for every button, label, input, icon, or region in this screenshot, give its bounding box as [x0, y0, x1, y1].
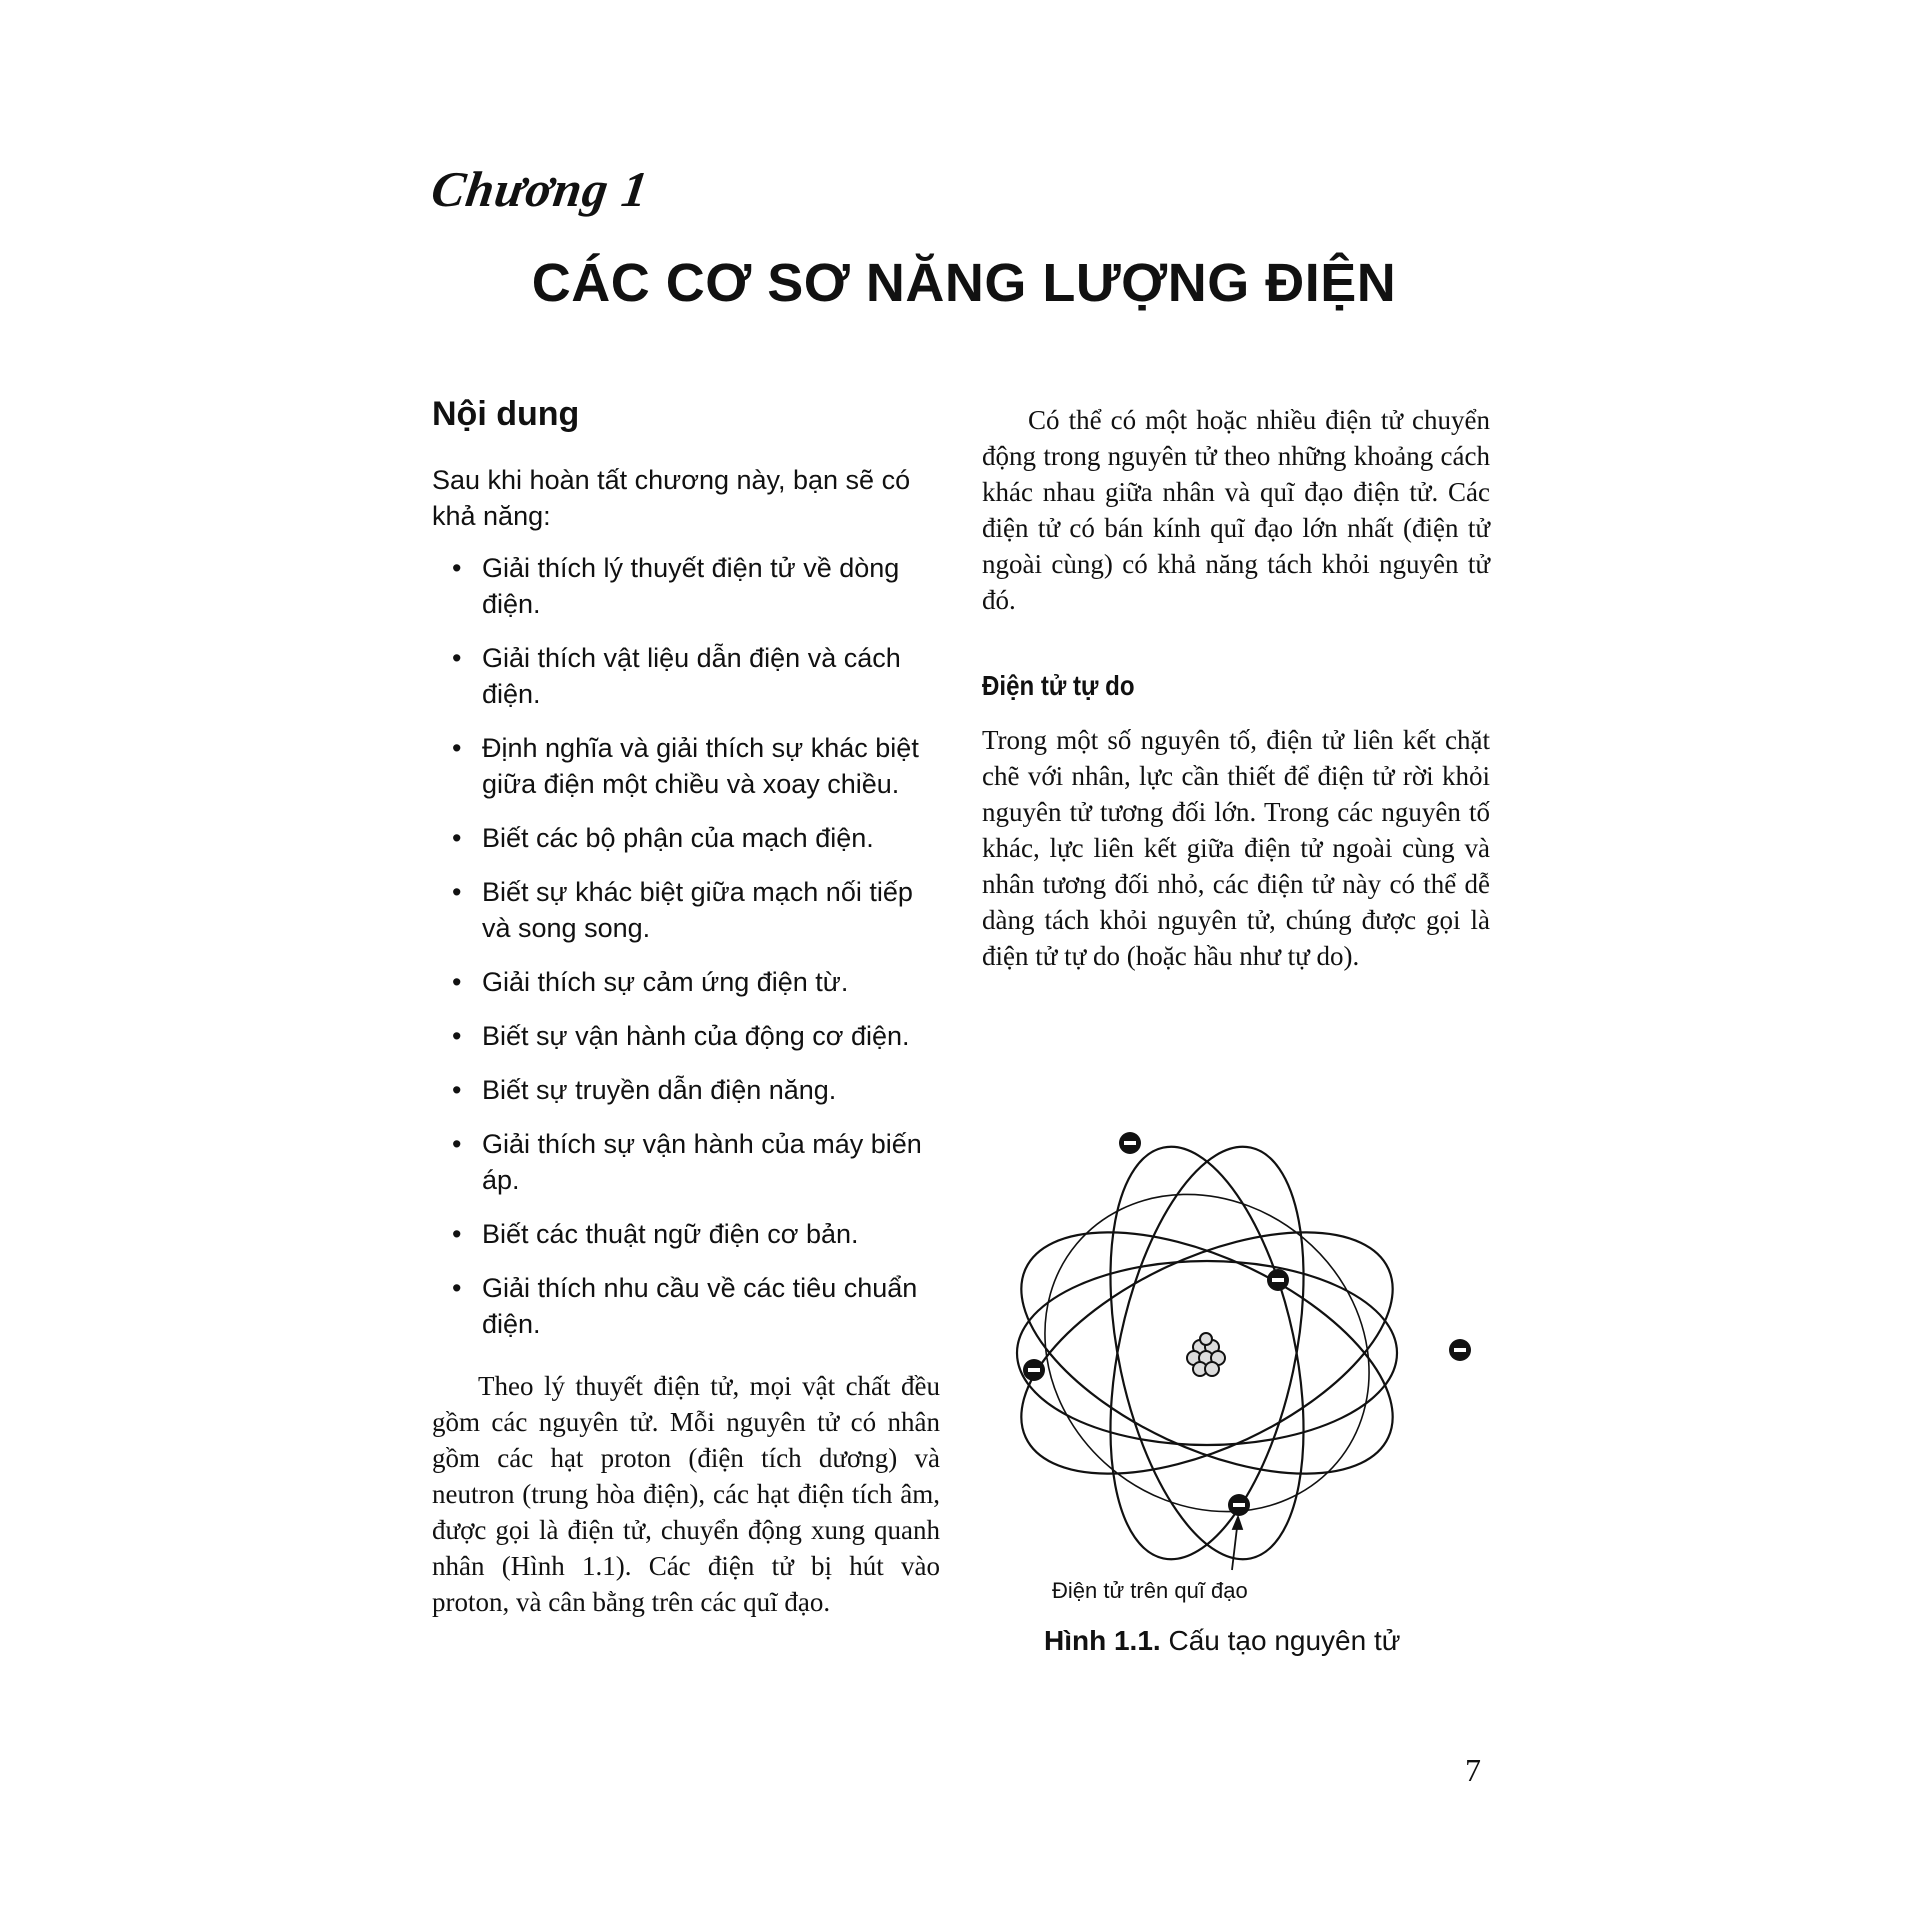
- nucleus-icon: [1187, 1333, 1225, 1376]
- list-item: • Giải thích vật liệu dẫn điện và cách điện.: [432, 640, 940, 712]
- objectives-list: [432, 550, 940, 1342]
- electron-icon: [1023, 1359, 1045, 1381]
- free-electron-heading: Điện tử tự do: [982, 670, 1135, 701]
- theory-paragraph: Theo lý thuyết điện tử, mọi vật chất đều gồm các nguyên tử. Mỗi nguyên tử có nhân gồm các hạt proton (điện tích dương) và neutron (trung hòa điện), các hạt điện tích âm, được gọi là điện tử, chuyển động xung quanh nhân (Hình 1.1). Các điện tử bị hút vào proton, và cân bằng trên các quĩ đạo.: [432, 1371, 940, 1617]
- pointer-arrow-icon: [1232, 1517, 1242, 1570]
- bullet-icon: •: [452, 733, 462, 763]
- list-item: • Giải thích sự vận hành của máy biến áp.: [432, 1126, 940, 1198]
- bullet-icon: •: [452, 967, 462, 997]
- list-item: • Biết các bộ phận của mạch điện.: [432, 820, 940, 856]
- right-column: [982, 402, 1490, 974]
- list-item: • Giải thích nhu cầu về các tiêu chuẩn điện.: [432, 1270, 940, 1342]
- bullet-icon: •: [452, 553, 462, 583]
- bullet-icon: •: [452, 823, 462, 853]
- list-item: • Định nghĩa và giải thích sự khác biệt giữa điện một chiều và xoay chiều.: [432, 730, 940, 802]
- orbit-label: Điện tử trên quĩ đạo: [1052, 1578, 1248, 1603]
- bullet-icon: •: [452, 1021, 462, 1051]
- electron-icon: [1449, 1339, 1471, 1361]
- electron-icon: [1228, 1494, 1250, 1516]
- bullet-icon: •: [452, 1219, 462, 1249]
- caption-text: Cấu tạo nguyên tử: [1168, 1625, 1401, 1656]
- electron-paragraph: Có thể có một hoặc nhiều điện tử chuyển động trong nguyên tử theo những khoảng cách khác nhau giữa nhân và quĩ đạo điện tử. Các điện tử có bán kính quĩ đạo lớn nhất (điện tử ngoài cùng) có khả năng tách khỏi nguyên tử đó.: [982, 405, 1490, 615]
- chapter-label: Chương 1: [428, 161, 653, 217]
- bullet-icon: •: [452, 643, 462, 673]
- list-item: • Biết các thuật ngữ điện cơ bản.: [432, 1216, 940, 1252]
- bullet-icon: •: [452, 1273, 462, 1303]
- atom-diagram: [982, 1115, 1502, 1635]
- electron-icon: [1267, 1269, 1289, 1291]
- bullet-icon: •: [452, 1129, 462, 1159]
- bullet-icon: •: [452, 1075, 462, 1105]
- page-number: 7: [1465, 1752, 1481, 1788]
- list-item: • Biết sự truyền dẫn điện năng.: [432, 1072, 940, 1108]
- figure-caption: [1044, 1625, 1401, 1657]
- left-column: [432, 395, 940, 1620]
- list-item: • Biết sự vận hành của động cơ điện.: [432, 1018, 940, 1054]
- caption-number: Hình 1.1.: [1044, 1625, 1161, 1656]
- chapter-title: CÁC CƠ SƠ NĂNG LƯỢNG ĐIỆN: [531, 253, 1397, 313]
- atom-figure: [982, 1115, 1502, 1675]
- list-item: • Giải thích lý thuyết điện tử về dòng điện.: [432, 550, 940, 622]
- electron-icon: [1119, 1132, 1141, 1154]
- list-item: • Biết sự khác biệt giữa mạch nối tiếp và song song.: [432, 874, 940, 946]
- bullet-icon: •: [452, 877, 462, 907]
- section-heading: Nội dung: [432, 395, 580, 433]
- intro-text: Sau khi hoàn tất chương này, bạn sẽ có khả năng:: [432, 465, 911, 531]
- list-item: • Giải thích sự cảm ứng điện từ.: [432, 964, 940, 1000]
- free-electron-paragraph: Trong một số nguyên tố, điện tử liên kết chặt chẽ với nhân, lực cần thiết để điện tử rời khỏi nguyên tử tương đối lớn. Trong các nguyên tố khác, lực liên kết giữa điện tử ngoài cùng và nhân tương đối nhỏ, các điện tử này có thể dễ dàng tách khỏi nguyên tử, chúng được gọi là điện tử tự do (hoặc hầu như tự do).: [982, 725, 1490, 971]
